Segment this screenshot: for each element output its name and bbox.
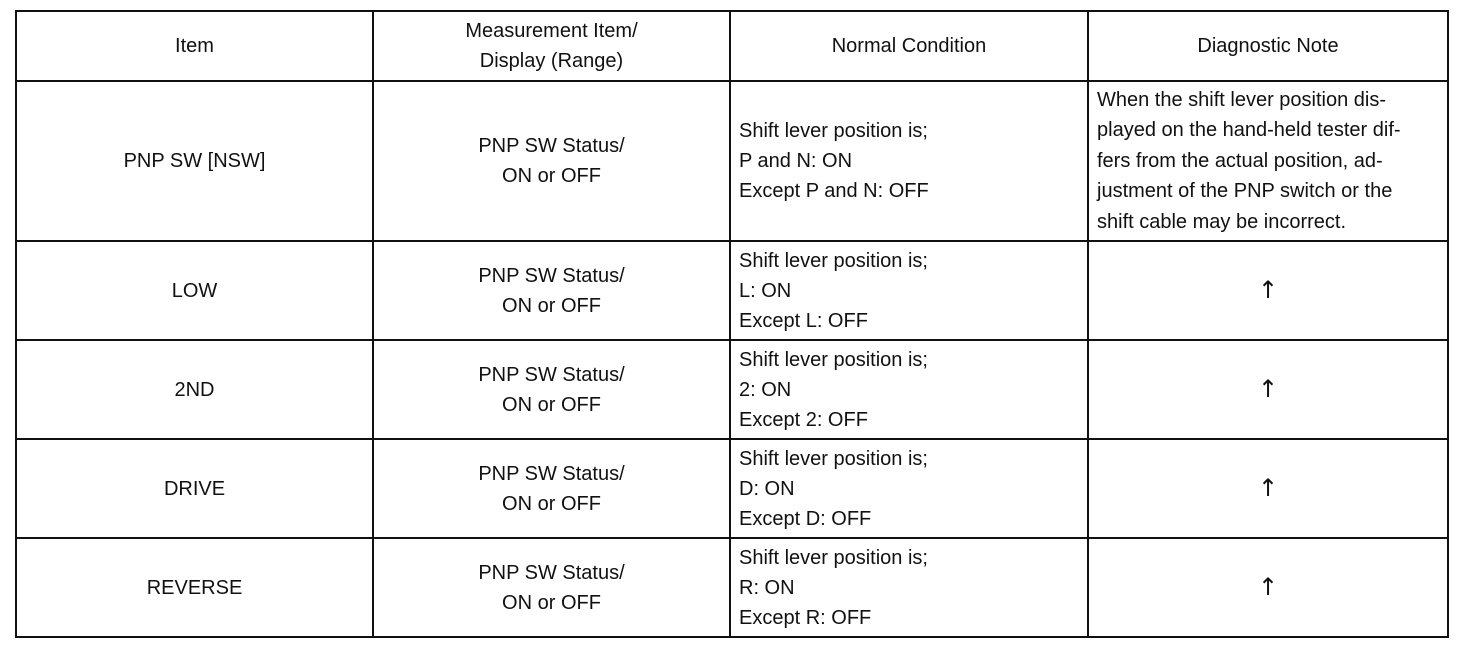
table-row	[16, 439, 1448, 538]
measurement-cell: PNP SW Status/ ON or OFF	[373, 439, 730, 538]
measurement-cell: PNP SW Status/ ON or OFF	[373, 81, 730, 241]
header-normal-condition: Normal Condition	[730, 11, 1088, 81]
table-header-row	[16, 11, 1448, 81]
data-list-table	[15, 10, 1449, 638]
normal-condition-cell: Shift lever position is; R: ON Except R: OFF	[730, 538, 1088, 637]
header-measurement-item: Measurement Item/ Display (Range)	[373, 11, 730, 81]
diagnostic-note-cell: When the shift lever position dis- played on the hand-held tester dif- fers from the actual position, ad- justment of the PNP switch or the shift cable may be incorrect.	[1088, 81, 1448, 241]
diagnostic-note-cell	[1088, 241, 1448, 340]
table-row	[16, 81, 1448, 241]
header-item: Item	[16, 11, 373, 81]
up-arrow-icon: ↑	[1257, 374, 1279, 403]
normal-condition-cell: Shift lever position is; P and N: ON Except P and N: OFF	[730, 81, 1088, 241]
item-cell: LOW	[16, 241, 373, 340]
item-cell: 2ND	[16, 340, 373, 439]
item-cell: PNP SW [NSW]	[16, 81, 373, 241]
measurement-cell: PNP SW Status/ ON or OFF	[373, 538, 730, 637]
table-row	[16, 340, 1448, 439]
header-diagnostic-note: Diagnostic Note	[1088, 11, 1448, 81]
up-arrow-icon: ↑	[1257, 473, 1279, 502]
measurement-cell: PNP SW Status/ ON or OFF	[373, 241, 730, 340]
normal-condition-cell: Shift lever position is; L: ON Except L: OFF	[730, 241, 1088, 340]
table-row	[16, 538, 1448, 637]
item-cell: DRIVE	[16, 439, 373, 538]
normal-condition-cell: Shift lever position is; D: ON Except D: OFF	[730, 439, 1088, 538]
diagnostic-note-cell	[1088, 340, 1448, 439]
table-row	[16, 241, 1448, 340]
item-cell: REVERSE	[16, 538, 373, 637]
diagnostic-note-cell	[1088, 538, 1448, 637]
measurement-cell: PNP SW Status/ ON or OFF	[373, 340, 730, 439]
diagnostic-note-cell	[1088, 439, 1448, 538]
up-arrow-icon: ↑	[1257, 572, 1279, 601]
normal-condition-cell: Shift lever position is; 2: ON Except 2: OFF	[730, 340, 1088, 439]
up-arrow-icon: ↑	[1257, 275, 1279, 304]
